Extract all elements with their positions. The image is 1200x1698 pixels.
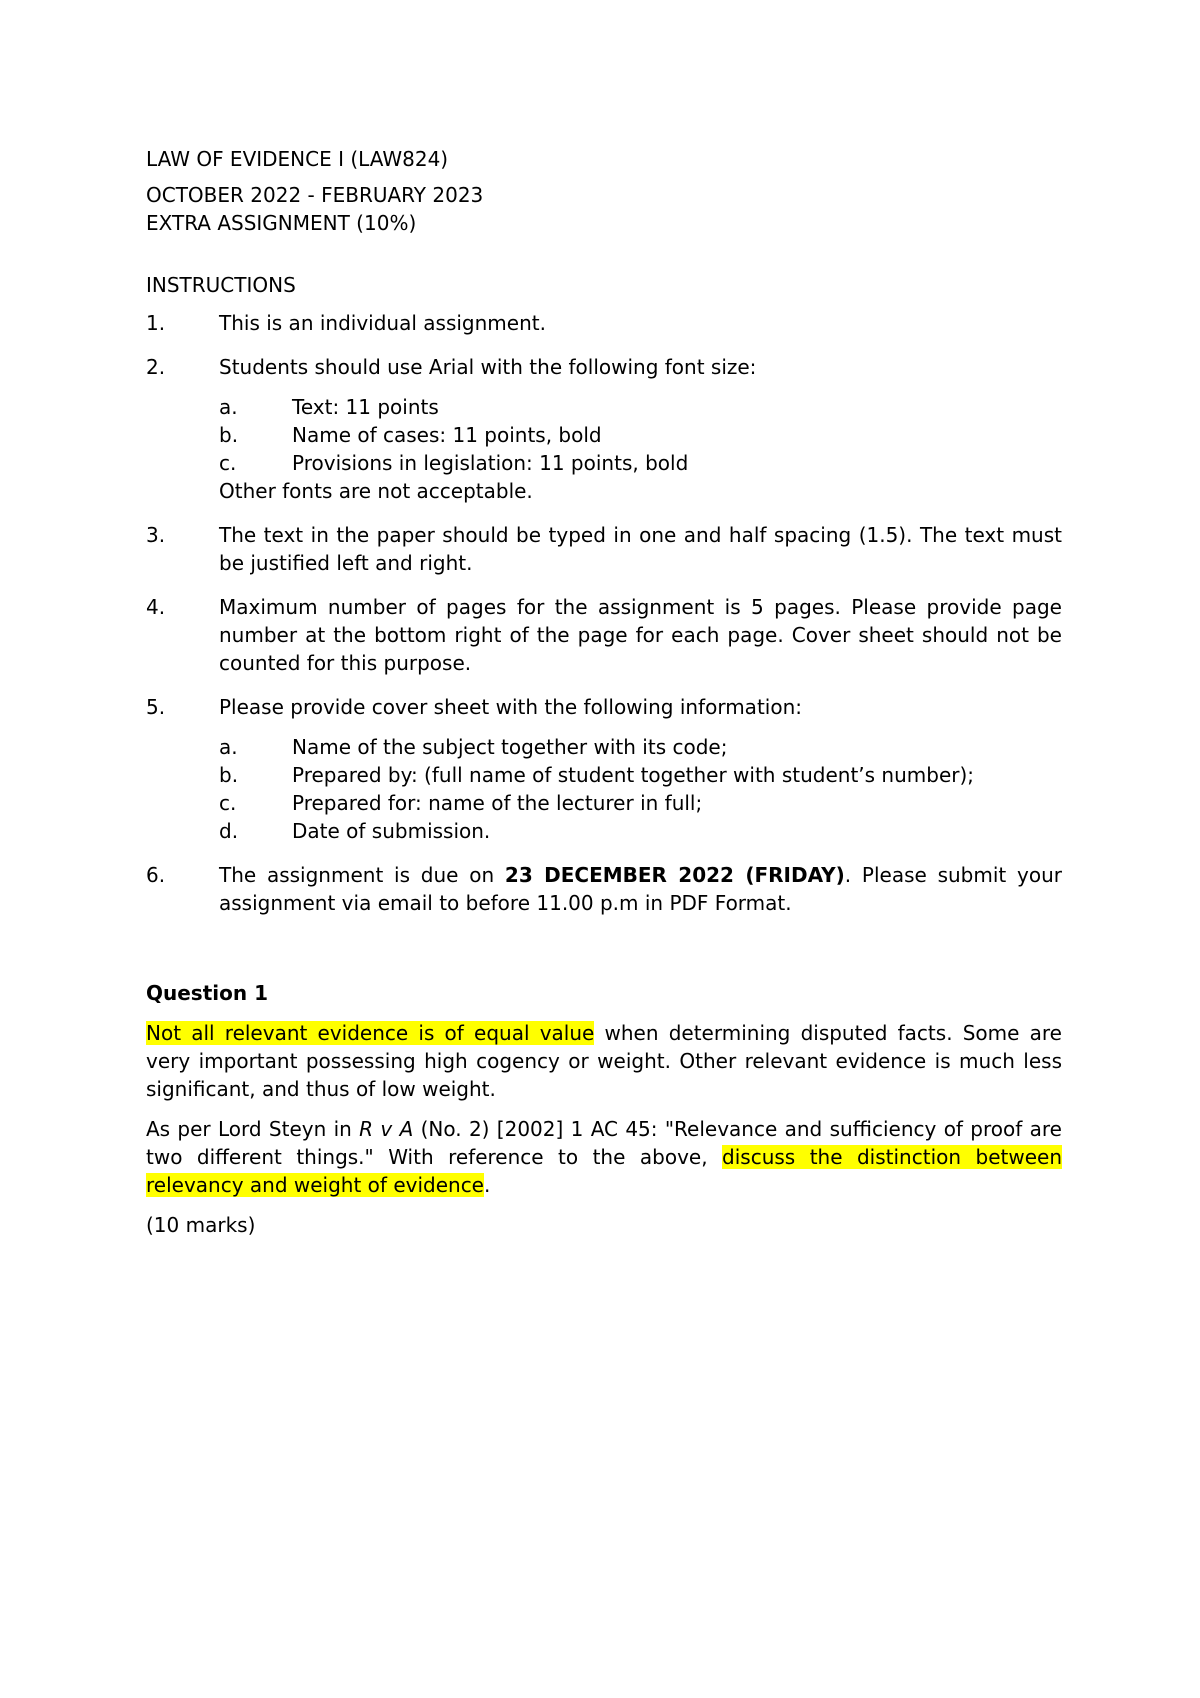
session-period: OCTOBER 2022 - FEBRUARY 2023	[146, 183, 484, 207]
instruction-item-3	[146, 521, 1062, 577]
sub-number: b.	[219, 423, 239, 447]
sub-text: Date of submission.	[292, 819, 491, 843]
sub-text: Name of the subject together with its code;	[292, 735, 728, 759]
highlighted-text: Not all relevant evidence is of equal value	[146, 1021, 595, 1045]
sub-number: d.	[219, 819, 239, 843]
question-title: Question 1	[146, 981, 268, 1005]
instruction-item-2	[146, 353, 1062, 505]
instruction-number: 1.	[146, 311, 166, 335]
list-item	[219, 733, 1062, 761]
list-item	[219, 817, 1062, 845]
list-item	[219, 761, 1062, 789]
font-size-list	[219, 393, 1062, 477]
question-marks: (10 marks)	[146, 1213, 256, 1237]
instruction-text: Students should use Arial with the following font size:	[219, 355, 757, 379]
sub-number: c.	[219, 791, 237, 815]
sub-number: a.	[219, 395, 238, 419]
sub-text: Prepared for: name of the lecturer in full;	[292, 791, 703, 815]
instruction-text: . Please submit your assignment via email to before 11.00 p.m in PDF Format.	[219, 863, 1062, 915]
instruction-number: 4.	[146, 595, 166, 619]
highlighted-text: discuss the distinction between relevancy and weight of evidence	[146, 1145, 1062, 1197]
paragraph-text: (No. 2) [2002] 1 AC 45: "Relevance and sufficiency of proof are two different things." With reference to the above,	[146, 1117, 1062, 1169]
sub-number: b.	[219, 763, 239, 787]
question-paragraph-1	[146, 1019, 1062, 1103]
instructions-heading: INSTRUCTIONS	[146, 273, 296, 297]
instruction-number: 5.	[146, 695, 166, 719]
list-item	[219, 789, 1062, 817]
question-paragraph-2	[146, 1115, 1062, 1199]
paragraph-text: .	[484, 1173, 491, 1197]
case-name: R v A	[359, 1117, 414, 1141]
instruction-number: 2.	[146, 355, 166, 379]
sub-number: c.	[219, 451, 237, 475]
list-item	[219, 449, 1062, 477]
instruction-item-6	[146, 861, 1062, 917]
instruction-number: 6.	[146, 863, 166, 887]
instruction-item-4	[146, 593, 1062, 677]
instruction-text: The text in the paper should be typed in one and half spacing (1.5). The text must be justified left and right.	[219, 523, 1062, 575]
assignment-title: EXTRA ASSIGNMENT (10%)	[146, 211, 417, 235]
instruction-text: Please provide cover sheet with the following information:	[219, 695, 802, 719]
instruction-number: 3.	[146, 523, 166, 547]
list-item	[219, 421, 1062, 449]
paragraph-text: As per Lord Steyn in	[146, 1117, 360, 1141]
instruction-item-1	[146, 309, 1062, 337]
course-title: LAW OF EVIDENCE I (LAW824)	[146, 147, 449, 171]
list-item	[219, 393, 1062, 421]
sub-number: a.	[219, 735, 238, 759]
paragraph-text: when determining disputed facts. Some are very important possessing high cogency or weight. Other relevant evidence is much less significant, and thus of low weight.	[146, 1021, 1062, 1101]
font-note: Other fonts are not acceptable.	[219, 479, 533, 503]
instruction-text: The assignment is due on	[219, 863, 505, 887]
instruction-text: This is an individual assignment.	[219, 311, 546, 335]
instruction-item-5	[146, 693, 1062, 845]
due-date: 23 DECEMBER 2022 (FRIDAY)	[504, 863, 845, 887]
sub-text: Text: 11 points	[292, 395, 439, 419]
assignment-document	[146, 145, 1062, 1251]
instruction-text: Maximum number of pages for the assignment is 5 pages. Please provide page number at the bottom right of the page for each page. Cover sheet should not be counted for this purpose.	[219, 595, 1062, 675]
sub-text: Prepared by: (full name of student together with student’s number);	[292, 763, 975, 787]
sub-text: Name of cases: 11 points, bold	[292, 423, 602, 447]
sub-text: Provisions in legislation: 11 points, bold	[292, 451, 689, 475]
cover-sheet-list	[219, 733, 1062, 845]
